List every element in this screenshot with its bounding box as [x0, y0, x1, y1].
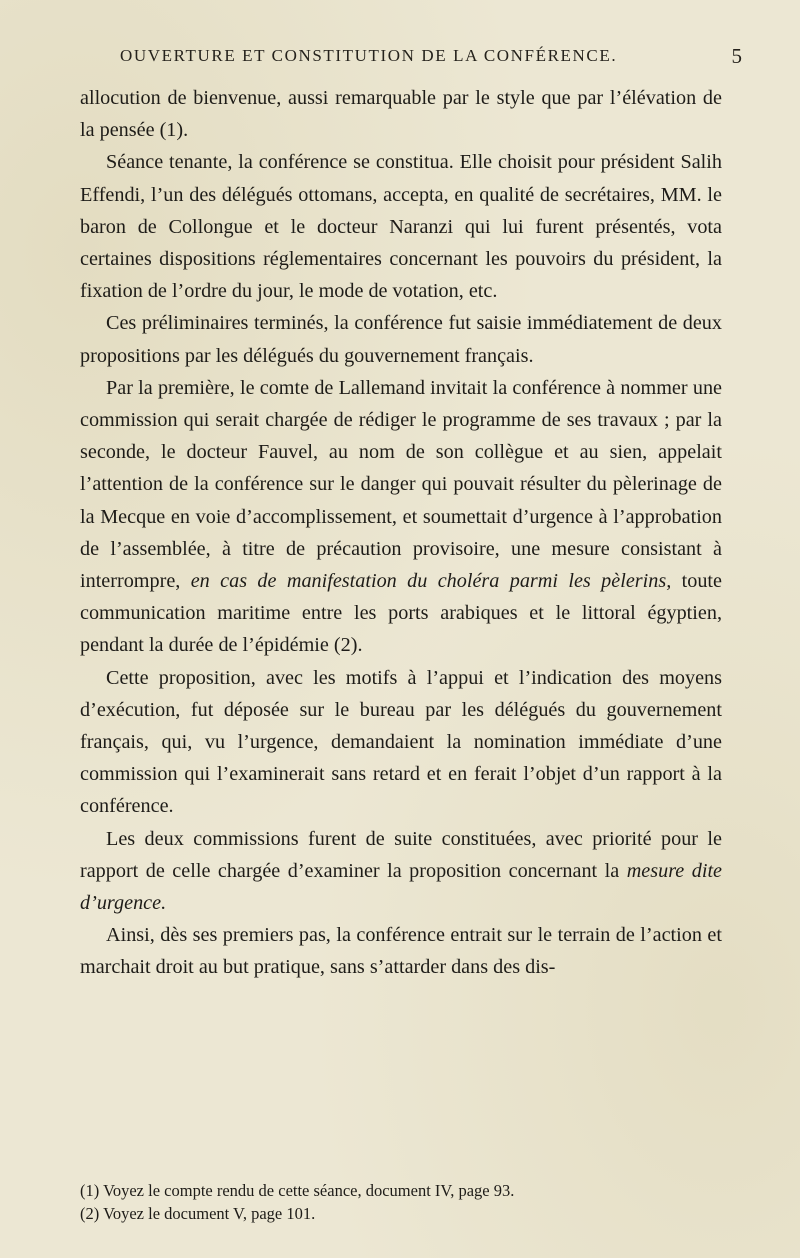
running-title: OUVERTURE ET CONSTITUTION DE LA CONFÉRENCE. [120, 46, 618, 65]
paragraph-6-text-before: Les deux commissions furent de suite constituées, avec priorité pour le rapport de celle chargée d’examiner la proposition concernant la [80, 827, 722, 882]
footnote-2: (2) Voyez le document V, page 101. [80, 1204, 316, 1223]
paragraph-6 [80, 823, 722, 920]
paragraph-3: Ces préliminaires terminés, la conférence fut saisie immédiatement de deux propositions par les délégués du gouvernement français. [80, 312, 722, 367]
paragraph-4-text-before: Par la première, le comte de Lallemand invitait la conférence à nommer une commission qui serait chargée de rédiger le programme de ses travaux ; par la seconde, le docteur Fauvel, au nom de son collègue et au sien, appelait l’attention de la conférence sur le danger qui pouvait résulter du pèlerinage de la Mecque en voie d’accomplissement, et soumettait d’urgence à l’approbation de l’assemblée, à titre de précaution provisoire, une mesure consistant à interrompre, [80, 376, 722, 593]
paragraph-4-text-after: toute communication maritime entre les ports arabiques et le littoral égyptien, pendant la durée de l’épidémie (2). [80, 570, 722, 657]
paragraph-4 [80, 372, 722, 662]
paragraph-4-emphasis: en cas de manifestation du choléra parmi les pèlerins, [190, 570, 672, 593]
running-head [120, 46, 742, 70]
footnotes [80, 1179, 722, 1225]
footnote-1: (1) Voyez le compte rendu de cette séance, document IV, page 93. [80, 1181, 515, 1200]
body-text [80, 82, 722, 984]
paragraph-7: Ainsi, dès ses premiers pas, la conférence entrait sur le terrain de l’action et marchait droit au but pratique, sans s’attarder dans des dis- [80, 924, 722, 979]
paragraph-1: allocution de bienvenue, aussi remarquable par le style que par l’élévation de la pensée (1). [80, 87, 722, 142]
paragraph-2: Séance tenante, la conférence se constitua. Elle choisit pour président Salih Effendi, l’un des délégués ottomans, accepta, en qualité de secrétaires, MM. le baron de Collongue et le docteur Naranzi qui lui furent présentés, vota certaines dispositions réglementaires concernant les pouvoirs du président, la fixation de l’ordre du jour, le mode de votation, etc. [80, 151, 722, 303]
page-number: 5 [731, 44, 742, 68]
paragraph-6-emphasis: mesure dite d’urgence. [80, 859, 723, 915]
paragraph-5: Cette proposition, avec les motifs à l’appui et l’indication des moyens d’exécution, fut déposée sur le bureau par les délégués du gouvernement français, qui, vu l’urgence, demandaient la nomination immédiate d’une commission qui l’examinerait sans retard et en ferait l’objet d’un rapport à la conférence. [80, 666, 722, 818]
